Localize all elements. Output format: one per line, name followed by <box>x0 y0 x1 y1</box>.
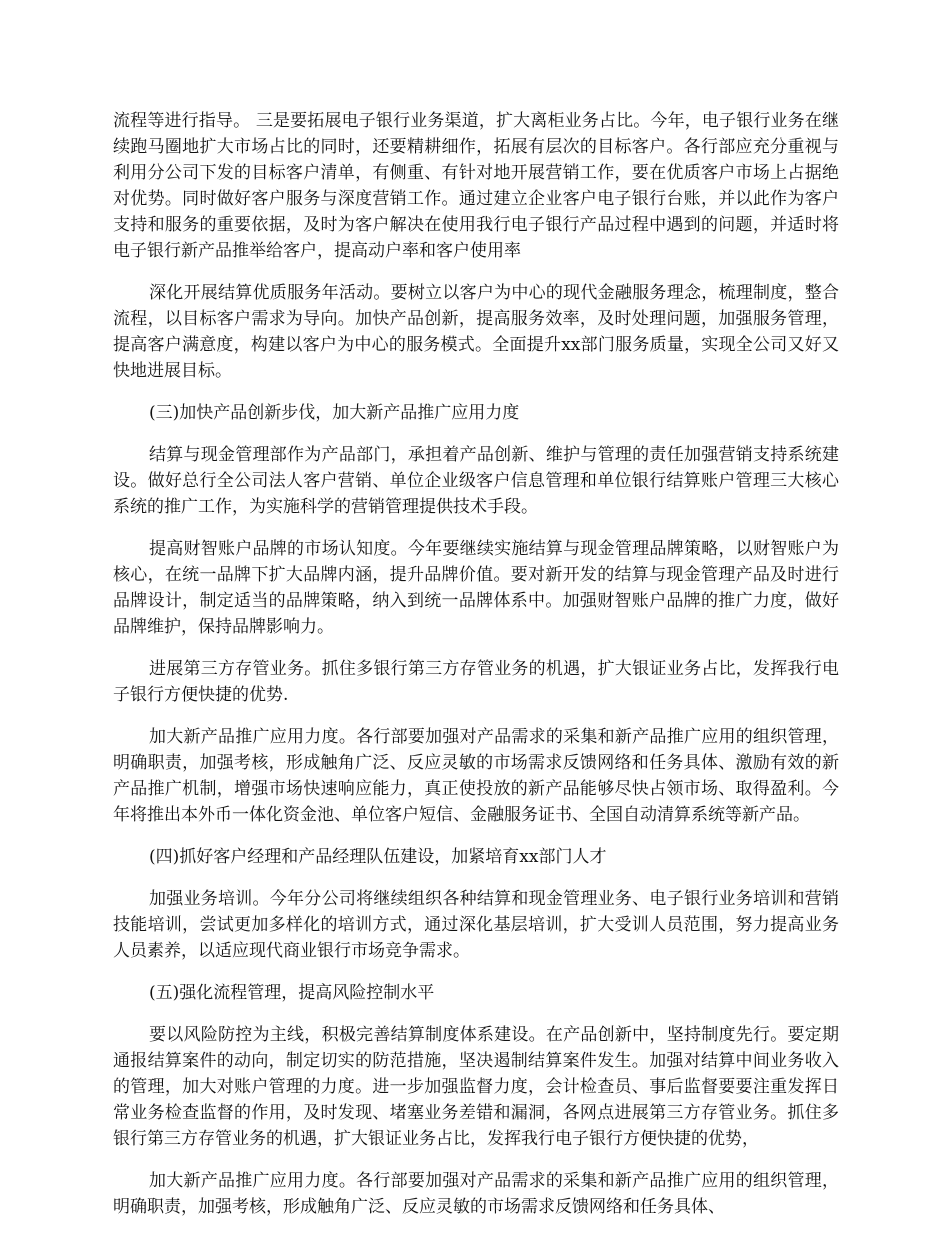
section-heading-3: (三)加快产品创新步伐，加大新产品推广应用力度 <box>149 403 520 423</box>
paragraph-risk-control: 要以风险防控为主线，积极完善结算制度体系建设。在产品创新中，坚持制度先行。要定期通报结算案件的动向，制定切实的防范措施，坚决遏制结算案件发生。加强对结算中间业务收入的管理，加大对账户管理的力度。进一步加强监督力度，会计检查员、事后监督要要注重发挥日常业务检查监督的作用，及时发现、堵塞业务差错和漏洞，各网点进展第三方存管业务。抓住多银行第三方存管业务的机遇，扩大银证业务占比，发挥我行电子银行方便快捷的优势， <box>113 1025 839 1149</box>
paragraph-settlement-service: 深化开展结算优质服务年活动。要树立以客户为中心的现代金融服务理念，梳理制度，整合流程，以目标客户需求为导向。加快产品创新，提高服务效率，及时处理问题，加强服务管理，提高客户满意度，构建以客户为中心的服务模式。全面提升xx部门服务质量，实现全公司又好又快地进展目标。 <box>113 283 839 381</box>
paragraph-training: 加强业务培训。今年分公司将继续组织各种结算和现金管理业务、电子银行业务培训和营销技能培训，尝试更加多样化的培训方式，通过深化基层培训，扩大受训人员范围，努力提高业务人员素养，以适应现代商业银行市场竞争需求。 <box>113 889 839 961</box>
paragraph-product-department: 结算与现金管理部作为产品部门，承担着产品创新、维护与管理的责任加强营销支持系统建设。做好总行全公司法人客户营销、单位企业级客户信息管理和单位银行结算账户管理三大核心系统的推广工作，为实施科学的营销管理提供技术手段。 <box>113 445 839 517</box>
document-page <box>113 108 839 1236</box>
paragraph-third-party-custody: 进展第三方存管业务。抓住多银行第三方存管业务的机遇，扩大银证业务占比，发挥我行电子银行方便快捷的优势. <box>113 659 839 705</box>
paragraph-new-product-promotion: 加大新产品推广应用力度。各行部要加强对产品需求的采集和新产品推广应用的组织管理，明确职责，加强考核，形成触角广泛、反应灵敏的市场需求反馈网络和任务具体、激励有效的新产品推广机制，增强市场快速响应能力，真正使投放的新产品能够尽快占领市场、取得盈利。今年将推出本外币一体化资金池、单位客户短信、金融服务证书、全国自动清算系统等新产品。 <box>113 727 839 825</box>
paragraph-brand-awareness: 提高财智账户品牌的市场认知度。今年要继续实施结算与现金管理品牌策略，以财智账户为核心，在统一品牌下扩大品牌内涵，提升品牌价值。要对新开发的结算与现金管理产品及时进行品牌设计，制定适当的品牌策略，纳入到统一品牌体系中。加强财智账户品牌的推广力度，做好品牌维护，保持品牌影响力。 <box>113 539 839 637</box>
section-heading-5: (五)强化流程管理，提高风险控制水平 <box>149 983 435 1003</box>
paragraph-new-product-promotion-2: 加大新产品推广应用力度。各行部要加强对产品需求的采集和新产品推广应用的组织管理，明确职责，加强考核，形成触角广泛、反应灵敏的市场需求反馈网络和任务具体、 <box>113 1171 839 1217</box>
paragraph-electronic-banking: 流程等进行指导。 三是要拓展电子银行业务渠道，扩大离柜业务占比。今年，电子银行业务在继续跑马圈地扩大市场占比的同时，还要精耕细作，拓展有层次的目标客户。各行部应充分重视与利用分公司下发的目标客户清单，有侧重、有针对地开展营销工作，要在优质客户市场上占据绝对优势。同时做好客户服务与深度营销工作。通过建立企业客户电子银行台账，并以此作为客户支持和服务的重要依据，及时为客户解决在使用我行电子银行产品过程中遇到的问题，并适时将电子银行新产品推举给客户，提高动户率和客户使用率 <box>113 111 839 261</box>
section-heading-4: (四)抓好客户经理和产品经理队伍建设，加紧培育xx部门人才 <box>149 847 607 867</box>
